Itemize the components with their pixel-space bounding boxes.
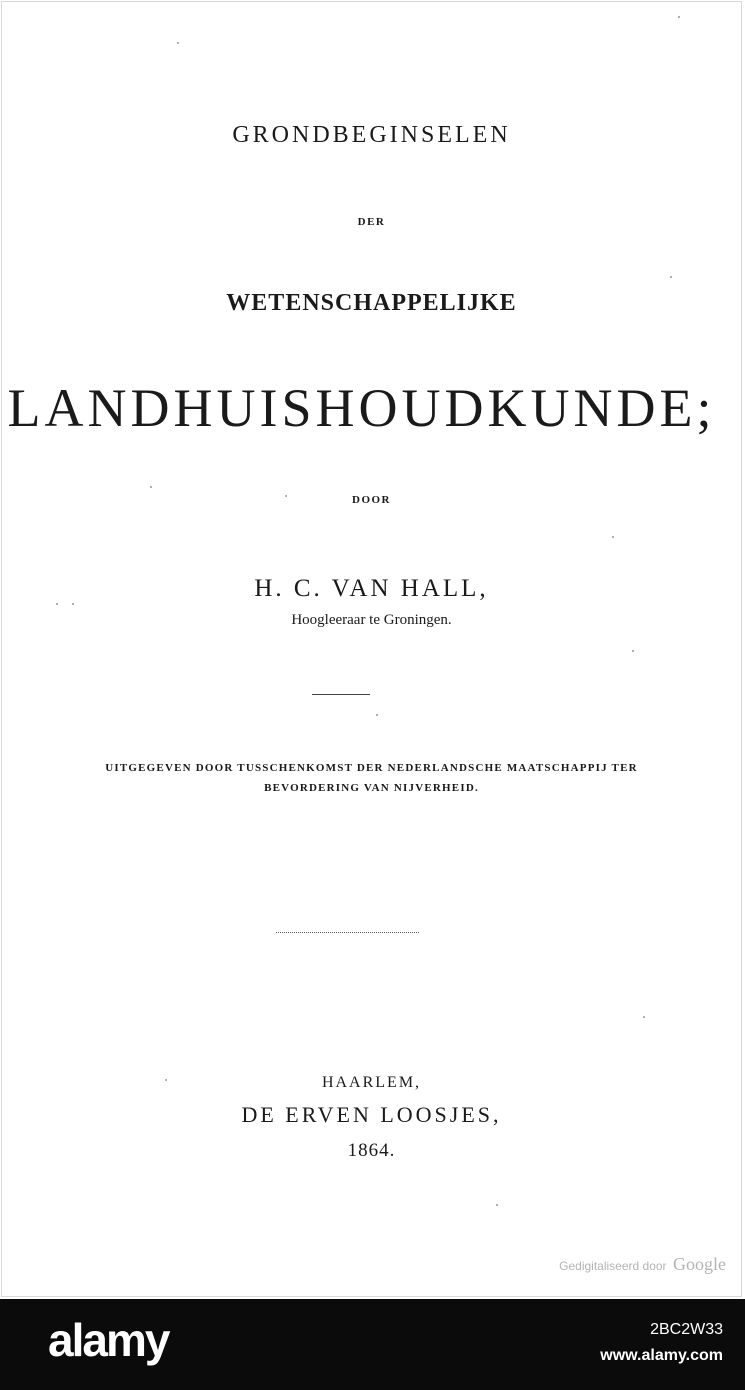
scan-speck — [285, 495, 287, 497]
scan-speck — [496, 1204, 498, 1206]
author-affiliation: Hoogleeraar te Groningen. — [291, 612, 452, 628]
title-line-2: WETENSCHAPPELIJKE — [226, 290, 517, 316]
short-divider — [312, 694, 370, 695]
scan-speck — [632, 650, 634, 652]
scan-speck — [678, 16, 680, 18]
stock-watermark-footer — [0, 1299, 745, 1390]
imprint-year: 1864. — [347, 1140, 396, 1161]
scan-speck — [376, 714, 378, 716]
site-url: www.alamy.com — [600, 1347, 723, 1364]
title-line-3: LANDHUISHOUDKUNDE; — [7, 378, 716, 438]
google-wordmark: Google — [673, 1254, 726, 1274]
alamy-logo: alamy — [48, 1314, 169, 1366]
scan-speck — [150, 486, 152, 488]
scan-speck — [177, 42, 179, 44]
connector-door: DOOR — [352, 494, 391, 506]
connector-der: DER — [357, 216, 386, 228]
scan-speck — [72, 603, 74, 605]
title-line-1: GRONDBEGINSELEN — [232, 122, 511, 148]
author-name: H. C. VAN HALL, — [254, 575, 489, 602]
dotted-divider — [276, 932, 419, 933]
scanned-title-page — [1, 1, 742, 1297]
imprint-city: HAARLEM, — [321, 1074, 422, 1091]
scan-speck — [612, 536, 614, 538]
publication-note-line-1: UITGEGEVEN DOOR TUSSCHENKOMST DER NEDERLANDSCHE MAATSCHAPPIJ TER — [105, 762, 638, 774]
scan-speck — [56, 603, 58, 605]
digitization-watermark — [559, 1254, 726, 1275]
digitization-label: Gedigitaliseerd door — [559, 1259, 667, 1273]
scan-speck — [165, 1079, 167, 1081]
scan-speck — [670, 276, 672, 278]
scan-speck — [643, 1016, 645, 1018]
image-id: 2BC2W33 — [650, 1321, 723, 1338]
imprint-publisher: DE ERVEN LOOSJES, — [241, 1102, 502, 1127]
publication-note-line-2: BEVORDERING VAN NIJVERHEID. — [264, 782, 479, 794]
